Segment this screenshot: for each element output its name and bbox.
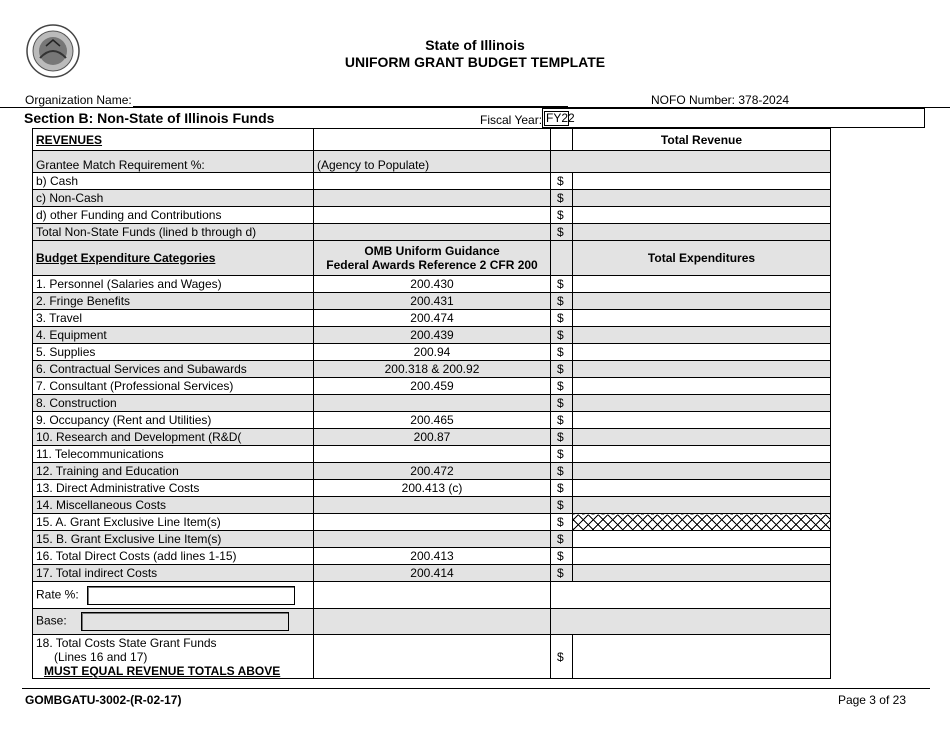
- expenditure-row: [33, 548, 831, 565]
- cfr-reference: 200.472: [314, 463, 551, 480]
- expenditure-label: 7. Consultant (Professional Services): [33, 378, 314, 395]
- expenditure-label: 10. Research and Development (R&D(: [33, 429, 314, 446]
- expenditure-row: [33, 395, 831, 412]
- dollar-sign: $: [551, 480, 573, 497]
- revenue-amount-input[interactable]: [573, 190, 831, 207]
- revenue-row: [33, 173, 831, 190]
- organization-name-label: Organization Name:: [25, 93, 132, 107]
- revenue-row: [33, 207, 831, 224]
- match-label: Grantee Match Requirement %:: [33, 151, 314, 173]
- expenditure-amount-input[interactable]: [573, 378, 831, 395]
- expenditure-label: 14. Miscellaneous Costs: [33, 497, 314, 514]
- cfr-reference: 200.87: [314, 429, 551, 446]
- header-title: UNIFORM GRANT BUDGET TEMPLATE: [344, 54, 606, 70]
- form-id: GOMBGATU-3002-(R-02-17): [25, 693, 182, 707]
- cfr-reference: 200.94: [314, 344, 551, 361]
- cfr-reference: [314, 497, 551, 514]
- fiscal-year-label: Fiscal Year:: [480, 113, 543, 127]
- revenue-label: b) Cash: [33, 173, 314, 190]
- expenditure-row: [33, 378, 831, 395]
- expenditure-amount-input[interactable]: [573, 412, 831, 429]
- rate-amount-blank: [551, 582, 831, 609]
- hatched-disabled-cell: [573, 531, 831, 548]
- revenue-blank: [314, 207, 551, 224]
- cfr-reference: 200.430: [314, 276, 551, 293]
- revenue-blank: [314, 190, 551, 207]
- expenditure-amount-input[interactable]: [573, 446, 831, 463]
- grand-total-label: [33, 635, 314, 679]
- expenditure-categories-heading: Budget Expenditure Categories: [33, 241, 314, 276]
- expenditure-amount-input[interactable]: [573, 361, 831, 378]
- expenditure-row: [33, 480, 831, 497]
- dollar-sign: $: [551, 173, 573, 190]
- fiscal-year-field[interactable]: [542, 108, 925, 128]
- cfr-reference: 200.413 (c): [314, 480, 551, 497]
- expenditure-row: [33, 293, 831, 310]
- cfr-reference: 200.414: [314, 565, 551, 582]
- base-cell: [33, 609, 314, 635]
- dollar-sign: $: [551, 327, 573, 344]
- revenues-header-row: [33, 129, 831, 151]
- expenditure-amount-input[interactable]: [573, 429, 831, 446]
- dollar-sign: $: [551, 190, 573, 207]
- grand-total-blank: [314, 635, 551, 679]
- expenditure-label: 13. Direct Administrative Costs: [33, 480, 314, 497]
- expenditure-amount-input[interactable]: [573, 497, 831, 514]
- expenditure-row: [33, 565, 831, 582]
- cfr-reference: 200.474: [314, 310, 551, 327]
- dollar-sign: $: [551, 344, 573, 361]
- revenue-label: Total Non-State Funds (lined b through d): [33, 224, 314, 241]
- expenditure-row: [33, 361, 831, 378]
- total-expenditures-header: Total Expenditures: [573, 241, 831, 276]
- expenditure-amount-input[interactable]: [573, 480, 831, 497]
- grand-total-line2: (Lines 16 and 17): [54, 649, 148, 664]
- footer-divider: [22, 688, 930, 689]
- expenditure-amount-input[interactable]: [573, 327, 831, 344]
- expenditure-label: 3. Travel: [33, 310, 314, 327]
- omb-reference-header: [314, 241, 551, 276]
- nofo-label: NOFO Number:: [651, 93, 736, 107]
- dollar-sign: $: [551, 310, 573, 327]
- expenditure-label: 15. A. Grant Exclusive Line Item(s): [33, 514, 314, 531]
- cfr-reference: 200.431: [314, 293, 551, 310]
- rate-input[interactable]: [87, 586, 295, 605]
- revenue-total-row: [33, 224, 831, 241]
- expenditure-label: 11. Telecommunications: [33, 446, 314, 463]
- expenditure-label: 9. Occupancy (Rent and Utilities): [33, 412, 314, 429]
- dollar-sign: $: [551, 565, 573, 582]
- cfr-reference: [314, 514, 551, 531]
- budget-table: [32, 128, 831, 679]
- expenditure-row: [33, 412, 831, 429]
- cfr-reference: [314, 531, 551, 548]
- expenditure-label: 2. Fringe Benefits: [33, 293, 314, 310]
- grand-total-warning: MUST EQUAL REVENUE TOTALS ABOVE: [44, 663, 281, 678]
- cfr-reference: 200.413: [314, 548, 551, 565]
- expenditure-amount-input[interactable]: [573, 463, 831, 480]
- expenditure-label: 5. Supplies: [33, 344, 314, 361]
- revenues-heading: REVENUES: [33, 129, 314, 151]
- base-amount-blank: [551, 609, 831, 635]
- dollar-sign: $: [551, 361, 573, 378]
- dollar-sign: $: [551, 514, 573, 531]
- expenditure-row: [33, 344, 831, 361]
- expenditure-header-dollar: [551, 241, 573, 276]
- revenue-amount-input[interactable]: [573, 173, 831, 190]
- dollar-sign: $: [551, 378, 573, 395]
- dollar-sign: $: [551, 293, 573, 310]
- fiscal-year-value: FY22: [546, 111, 575, 125]
- expenditure-row: [33, 531, 831, 548]
- omb-line2: Federal Awards Reference 2 CFR 200: [326, 258, 538, 272]
- expenditure-amount-input[interactable]: [573, 276, 831, 293]
- expenditure-amount-input[interactable]: [573, 395, 831, 412]
- dollar-sign: $: [551, 224, 573, 241]
- revenue-row: [33, 190, 831, 207]
- revenues-header-dollar: [551, 129, 573, 151]
- expenditure-row: [33, 429, 831, 446]
- dollar-sign: $: [551, 429, 573, 446]
- hatched-disabled-cell: [573, 514, 831, 531]
- expenditure-label: 15. B. Grant Exclusive Line Item(s): [33, 531, 314, 548]
- expenditure-label: 12. Training and Education: [33, 463, 314, 480]
- dollar-sign: $: [551, 635, 573, 679]
- revenue-total-amount[interactable]: [573, 224, 831, 241]
- match-blank: [551, 151, 831, 173]
- total-revenue-header: Total Revenue: [573, 129, 831, 151]
- expenditure-label: 1. Personnel (Salaries and Wages): [33, 276, 314, 293]
- dollar-sign: $: [551, 531, 573, 548]
- match-value: (Agency to Populate): [314, 151, 551, 173]
- dollar-sign: $: [551, 207, 573, 224]
- expenditure-amount-input[interactable]: [573, 548, 831, 565]
- grand-total-amount[interactable]: [573, 635, 831, 679]
- cfr-reference: 200.459: [314, 378, 551, 395]
- cfr-reference: 200.439: [314, 327, 551, 344]
- base-label: Base:: [36, 613, 67, 628]
- dollar-sign: $: [551, 276, 573, 293]
- expenditure-header-row: [33, 241, 831, 276]
- expenditure-row: [33, 514, 831, 531]
- dollar-sign: $: [551, 395, 573, 412]
- rate-cell: [33, 582, 314, 609]
- revenue-label: c) Non-Cash: [33, 190, 314, 207]
- rate-blank: [314, 582, 551, 609]
- dollar-sign: $: [551, 548, 573, 565]
- grand-total-line1: 18. Total Costs State Grant Funds: [36, 635, 217, 650]
- dollar-sign: $: [551, 497, 573, 514]
- header-state: State of Illinois: [425, 37, 525, 53]
- expenditure-amount-input[interactable]: [573, 293, 831, 310]
- expenditure-row: [33, 310, 831, 327]
- expenditure-label: 6. Contractual Services and Subawards: [33, 361, 314, 378]
- cfr-reference: 200.465: [314, 412, 551, 429]
- rate-label: Rate %:: [36, 587, 79, 602]
- base-input[interactable]: [81, 612, 289, 631]
- expenditure-amount-input[interactable]: [573, 565, 831, 582]
- expenditure-row: [33, 463, 831, 480]
- expenditure-row: [33, 497, 831, 514]
- revenue-blank: [314, 224, 551, 241]
- nofo-number: [651, 93, 789, 107]
- expenditure-amount-input[interactable]: [573, 310, 831, 327]
- expenditure-label: 4. Equipment: [33, 327, 314, 344]
- revenue-blank: [314, 173, 551, 190]
- revenue-amount-input[interactable]: [573, 207, 831, 224]
- cfr-reference: [314, 395, 551, 412]
- revenues-header-blank: [314, 129, 551, 151]
- base-row: [33, 609, 831, 635]
- expenditure-amount-input[interactable]: [573, 344, 831, 361]
- revenue-label: d) other Funding and Contributions: [33, 207, 314, 224]
- nofo-value: 378-2024: [738, 93, 790, 107]
- section-title: Section B: Non-State of Illinois Funds: [24, 110, 275, 126]
- omb-line1: OMB Uniform Guidance: [364, 244, 500, 258]
- dollar-sign: $: [551, 446, 573, 463]
- grand-total-row: [33, 635, 831, 679]
- dollar-sign: $: [551, 463, 573, 480]
- cfr-reference: [314, 446, 551, 463]
- expenditure-row: [33, 327, 831, 344]
- cfr-reference: 200.318 & 200.92: [314, 361, 551, 378]
- rate-row: [33, 582, 831, 609]
- dollar-sign: $: [551, 412, 573, 429]
- match-row: [33, 151, 831, 173]
- base-blank: [314, 609, 551, 635]
- page-number: Page 3 of 23: [837, 693, 906, 707]
- expenditure-label: 17. Total indirect Costs: [33, 565, 314, 582]
- expenditure-label: 8. Construction: [33, 395, 314, 412]
- expenditure-label: 16. Total Direct Costs (add lines 1-15): [33, 548, 314, 565]
- expenditure-row: [33, 276, 831, 293]
- expenditure-row: [33, 446, 831, 463]
